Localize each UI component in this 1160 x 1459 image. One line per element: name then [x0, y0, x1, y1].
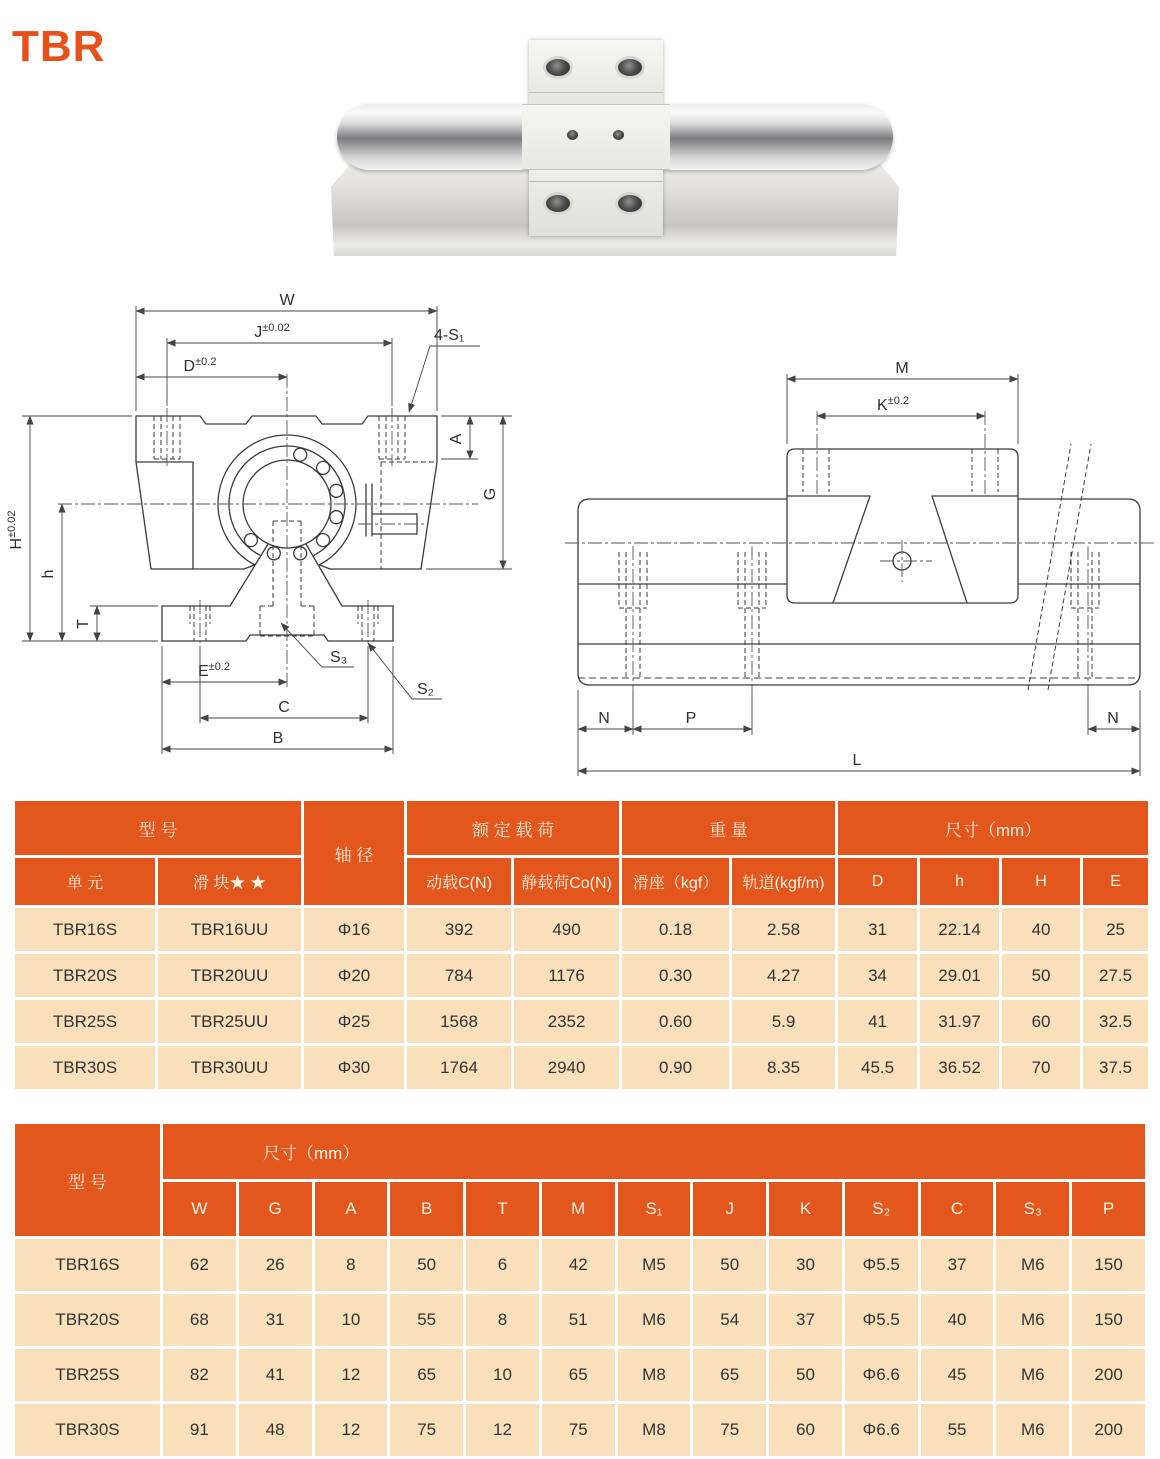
spec-cell: M6: [995, 1403, 1071, 1458]
photo-bolt-hole: [615, 56, 645, 79]
spec-cell: 31: [237, 1293, 313, 1348]
side-view: [565, 360, 1155, 776]
spec-cell: 40: [919, 1293, 995, 1348]
spec-cell: 25: [1082, 907, 1150, 953]
t1-header-slider: 滑 块★ ★: [157, 857, 303, 907]
spec-cell: 60: [768, 1403, 844, 1458]
dim-label-j: $J^{\pm 0.02}$: [254, 322, 290, 341]
spec-cell: 2.58: [731, 907, 837, 953]
t1-header-static: 静载荷Co(N): [513, 857, 621, 907]
spec-cell: 12: [313, 1348, 389, 1403]
table-row: [14, 1293, 1147, 1348]
spec-cell: 54: [692, 1293, 768, 1348]
spec-cell: 4.27: [731, 953, 837, 999]
t2-col-header: B: [389, 1181, 465, 1238]
t1-header-weight: 重 量: [621, 800, 837, 857]
spec-cell: 1568: [406, 999, 513, 1045]
spec-cell: TBR30S: [14, 1045, 157, 1091]
photo-center-hole: [613, 130, 624, 140]
spec-cell: 68: [162, 1293, 238, 1348]
spec-cell: M5: [616, 1238, 692, 1293]
spec-cell: 45: [919, 1348, 995, 1403]
spec-cell: 50: [692, 1238, 768, 1293]
spec-cell: 75: [389, 1403, 465, 1458]
spec-cell: 50: [1001, 953, 1082, 999]
spec-cell: Φ16: [303, 907, 406, 953]
spec-cell: Φ30: [303, 1045, 406, 1091]
spec-cell: 41: [237, 1348, 313, 1403]
t2-col-header: S₁: [616, 1181, 692, 1238]
spec-cell: 30: [768, 1238, 844, 1293]
dim-label-e: $E^{\pm 0.2}$: [197, 661, 231, 680]
spec-cell: 12: [465, 1403, 541, 1458]
spec-cell: 55: [389, 1293, 465, 1348]
table-row: [14, 999, 1150, 1045]
spec-cell: 37.5: [1082, 1045, 1150, 1091]
spec-cell: 1176: [513, 953, 621, 999]
t1-header-rated-load: 额 定 载 荷: [406, 800, 621, 857]
t1-header-model: 型 号: [14, 800, 303, 857]
spec-cell: Φ6.6: [843, 1348, 919, 1403]
dim-label-a: A: [448, 433, 465, 445]
spec-cell: 8: [313, 1238, 389, 1293]
dim-label-s3: S₃: [330, 649, 348, 666]
spec-cell: 65: [389, 1348, 465, 1403]
photo-block-mid: [522, 104, 670, 170]
spec-cell: 41: [837, 999, 919, 1045]
spec-cell: 50: [389, 1238, 465, 1293]
dim-label-k: $K^{\pm 0.2}$: [876, 395, 910, 414]
spec-cell: 0.18: [621, 907, 731, 953]
spec-cell: TBR25UU: [157, 999, 303, 1045]
spec-cell: 62: [162, 1238, 238, 1293]
spec-cell: M8: [616, 1403, 692, 1458]
spec-cell: Φ20: [303, 953, 406, 999]
spec-cell: 34: [837, 953, 919, 999]
dim-label-h: h: [40, 569, 57, 579]
photo-block-seam: [529, 92, 663, 93]
spec-cell: TBR16UU: [157, 907, 303, 953]
t2-col-header: S₂: [843, 1181, 919, 1238]
dim-label-b: B: [272, 730, 284, 747]
spec-cell: 37: [768, 1293, 844, 1348]
product-photo: [325, 30, 905, 258]
spec-cell: 42: [540, 1238, 616, 1293]
t1-header-hcap: H: [1001, 857, 1082, 907]
table-row: [14, 1403, 1147, 1458]
t1-header-carriage: 滑座（kgf）: [621, 857, 731, 907]
dim-label-t: T: [75, 619, 92, 629]
spec-cell: 31.97: [919, 999, 1001, 1045]
spec-cell: 5.9: [731, 999, 837, 1045]
dim-label-d: $D^{\pm 0.2}$: [183, 356, 217, 375]
t1-header-e: E: [1082, 857, 1150, 907]
spec-cell: M8: [616, 1348, 692, 1403]
photo-bolt-hole: [543, 56, 573, 79]
t2-col-header: A: [313, 1181, 389, 1238]
spec-cell: 0.30: [621, 953, 731, 999]
spec-cell: 10: [313, 1293, 389, 1348]
spec-cell: 0.90: [621, 1045, 731, 1091]
spec-cell: 8.35: [731, 1045, 837, 1091]
spec-cell: TBR25S: [14, 1348, 162, 1403]
t1-header-rail: 轨道(kgf/m): [731, 857, 837, 907]
front-view: [6, 292, 512, 754]
spec-cell: TBR20S: [14, 953, 157, 999]
table-row: [14, 1348, 1147, 1403]
load-weight-table: [12, 798, 1151, 1092]
spec-cell: 22.14: [919, 907, 1001, 953]
dim-label-l: L: [852, 752, 862, 769]
dim-label-n-left: N: [598, 710, 610, 727]
spec-cell: 26: [237, 1238, 313, 1293]
spec-cell: TBR25S: [14, 999, 157, 1045]
spec-cell: 2940: [513, 1045, 621, 1091]
dim-label-w: W: [279, 292, 295, 309]
table-row: [14, 907, 1150, 953]
spec-cell: TBR16S: [14, 907, 157, 953]
spec-cell: 150: [1071, 1238, 1147, 1293]
spec-cell: 200: [1071, 1348, 1147, 1403]
table-row: [14, 1238, 1147, 1293]
spec-cell: 70: [1001, 1045, 1082, 1091]
spec-cell: 490: [513, 907, 621, 953]
spec-cell: 27.5: [1082, 953, 1150, 999]
spec-cell: M6: [616, 1293, 692, 1348]
spec-cell: 75: [540, 1403, 616, 1458]
photo-block-seam: [529, 181, 663, 182]
dim-label-s2: S₂: [417, 681, 434, 698]
spec-cell: 36.52: [919, 1045, 1001, 1091]
photo-bolt-hole: [543, 192, 573, 215]
dim-label-g: G: [482, 487, 499, 501]
spec-cell: TBR30UU: [157, 1045, 303, 1091]
t1-header-dims: 尺寸（mm）: [837, 800, 1150, 857]
dim-label-4s1: 4-S₁: [434, 327, 465, 344]
photo-bolt-hole: [615, 192, 645, 215]
photo-slide-block: [529, 40, 663, 236]
spec-cell: Φ5.5: [843, 1293, 919, 1348]
dim-label-m: M: [895, 360, 909, 377]
spec-cell: 29.01: [919, 953, 1001, 999]
t1-header-h: h: [919, 857, 1001, 907]
spec-cell: 51: [540, 1293, 616, 1348]
spec-cell: 6: [465, 1238, 541, 1293]
technical-drawings: [0, 278, 1160, 796]
spec-cell: 150: [1071, 1293, 1147, 1348]
spec-cell: M6: [995, 1293, 1071, 1348]
spec-cell: 55: [919, 1403, 995, 1458]
t2-col-header: K: [768, 1181, 844, 1238]
spec-cell: 12: [313, 1403, 389, 1458]
spec-cell: 37: [919, 1238, 995, 1293]
t2-col-header: C: [919, 1181, 995, 1238]
spec-cell: 50: [768, 1348, 844, 1403]
spec-cell: TBR30S: [14, 1403, 162, 1458]
spec-cell: 392: [406, 907, 513, 953]
spec-cell: 1764: [406, 1045, 513, 1091]
spec-cell: 48: [237, 1403, 313, 1458]
spec-cell: 65: [692, 1348, 768, 1403]
spec-cell: TBR20UU: [157, 953, 303, 999]
spec-cell: 40: [1001, 907, 1082, 953]
t2-col-header: S₃: [995, 1181, 1071, 1238]
page-title: TBR: [12, 22, 106, 71]
t1-header-shaft: 轴 径: [303, 800, 406, 907]
t1-header-unit: 单 元: [14, 857, 157, 907]
table-row: [14, 953, 1150, 999]
spec-cell: 32.5: [1082, 999, 1150, 1045]
spec-cell: TBR20S: [14, 1293, 162, 1348]
spec-cell: 60: [1001, 999, 1082, 1045]
t1-header-d: D: [837, 857, 919, 907]
table-row: [14, 1045, 1150, 1091]
spec-cell: 8: [465, 1293, 541, 1348]
spec-cell: 82: [162, 1348, 238, 1403]
t2-col-header: T: [465, 1181, 541, 1238]
spec-cell: 200: [1071, 1403, 1147, 1458]
spec-cell: 91: [162, 1403, 238, 1458]
t2-col-header: M: [540, 1181, 616, 1238]
spec-cell: 784: [406, 953, 513, 999]
spec-cell: 65: [540, 1348, 616, 1403]
t2-header-model: 型 号: [14, 1123, 162, 1238]
spec-cell: 0.60: [621, 999, 731, 1045]
spec-cell: Φ6.6: [843, 1403, 919, 1458]
dim-label-h-cap: $H^{\pm 0.02}$: [6, 510, 25, 550]
spec-cell: Φ5.5: [843, 1238, 919, 1293]
t2-col-header: J: [692, 1181, 768, 1238]
spec-cell: M6: [995, 1348, 1071, 1403]
dim-label-n-right: N: [1107, 710, 1119, 727]
t2-header-dims: 尺寸（mm）: [162, 1123, 1147, 1181]
spec-cell: 2352: [513, 999, 621, 1045]
spec-cell: 10: [465, 1348, 541, 1403]
spec-cell: 45.5: [837, 1045, 919, 1091]
dim-label-p: P: [685, 710, 697, 727]
spec-cell: 75: [692, 1403, 768, 1458]
spec-cell: 31: [837, 907, 919, 953]
spec-cell: M6: [995, 1238, 1071, 1293]
spec-tables: [12, 798, 1148, 1459]
t2-col-header: G: [237, 1181, 313, 1238]
spec-cell: Φ25: [303, 999, 406, 1045]
photo-center-hole: [567, 130, 578, 140]
dim-label-c: C: [278, 699, 290, 716]
t2-col-header: W: [162, 1181, 238, 1238]
dimensions-table: [12, 1121, 1148, 1459]
spec-cell: TBR16S: [14, 1238, 162, 1293]
t1-header-dynamic: 动载C(N): [406, 857, 513, 907]
t2-col-header: P: [1071, 1181, 1147, 1238]
